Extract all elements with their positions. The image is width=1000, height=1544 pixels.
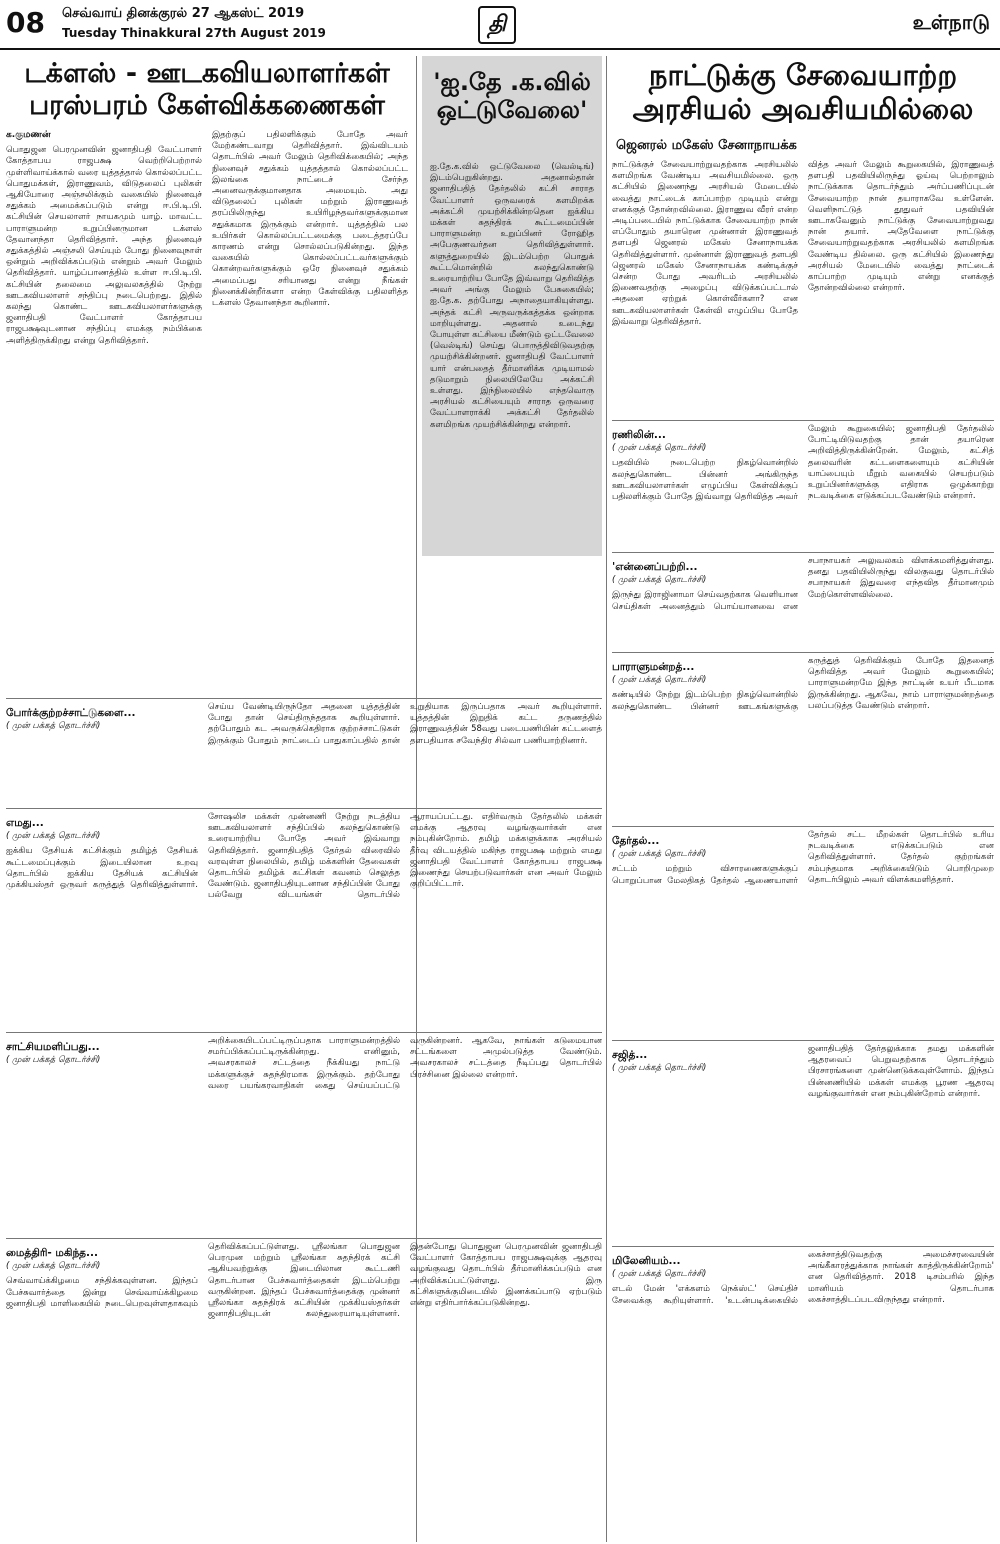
page-header xyxy=(0,0,1000,50)
cont-ranil xyxy=(612,424,994,540)
story3-author: ஜெனரல் மகேஸ் சேனாநாயக்க xyxy=(616,138,797,153)
cont-ranil-body: பதவியில் நடைபெற்ற நிகழ்வொன்றில் கலந்துகொண்ட பின்னர் அங்கிருந்த ஊடகவியலாளர்கள் எழுப்பிய கேள்விக்குப் பதிலளிக்கும் போதே இவ்வாறு தெரிவித்த அவர் மேலும் கூறுகையில்; ஜனாதிபதி தேர்தலில் போட்டியிடுவதற்கு தான் தயாரென அறிவித்திருக்கின்றேன். மேலும், கட்சித் தலைவரின் கட்டளைகளையும் கட்சியின் யாப்பையும் மீறும் வகையில் செயற்படும் உறுப்பினர்களுக்கு எதிராக ஒழுக்காற்று நடவடிக்கை எடுக்கப்படவேண்டும் என்றார். xyxy=(612,424,994,503)
cont-election-body: சட்டம் மற்றும் விசாரணைகளுக்குப் பொறுப்பான மேலதிகத் தேர்தல் ஆணையாளர் தேர்தல் சட்ட மீறல்கள் தொடர்பில் உரிய நடவடிக்கை எடுக்கப்படும் என தெரிவித்துள்ளார். தேர்தல் குற்றங்கள் சம்பந்தமாக அறிக்கையிடும் பொறிமுறை தொடர்பிலும் அவர் விளக்கமளித்தார். xyxy=(612,830,994,886)
cont-election xyxy=(612,830,994,1030)
divider xyxy=(612,1040,994,1041)
cont-ranil-title: ரணிலின்... xyxy=(612,429,666,441)
section-name: உள்நாடு xyxy=(912,10,990,34)
cont-emathu-title: எமது... xyxy=(6,817,44,829)
divider xyxy=(612,1246,994,1247)
cont-warcrimes-body: செய்ய வேண்டியிருந்தோ அதனை யுத்தத்தின் போது தான் செய்திருந்ததாக கூறியுள்ளார். தற்போதும் கட அவருக்கெதிராக குற்றச்சாட்டுகள் இருக்கும் போதும் நாட்டைப் பாதுகாப்பதில் தான் உறுதியாக இருப்பதாக அவர் கூறியுள்ளார். யுத்தத்தின் இறுதிக் கட்ட தருணத்தில் இராணுவத்தின் 58வது படையணியின் கட்டளைத் தளபதியாக சவேந்திர சில்வா பணியாற்றினார். xyxy=(208,702,602,746)
cont-parliament-body: கண்டியில் நேற்று இடம்பெற்ற நிகழ்வொன்றில் கலந்துகொண்ட பின்னர் ஊடகங்களுக்கு கருத்துத் தெரிவிக்கும் போதே இதனைத் தெரிவித்த அவர் மேலும் கூறுகையில்; பாராளுமன்றமே இந்த நாட்டின் உயர் பீடமாக இருக்கின்றது. ஆகவே, நாம் பாராளுமன்றத்தை பலப்படுத்த வேண்டும் என்றார். xyxy=(612,656,994,712)
divider xyxy=(612,552,994,553)
divider xyxy=(6,808,602,809)
story2-headline-line1: 'ஐ.தே .க.வில் xyxy=(433,68,591,96)
cont-parliament xyxy=(612,656,994,816)
newspaper-logo: தி xyxy=(478,6,516,44)
cont-testimony-body: அறிக்கையிடப்பட்டிருப்பதாக பாராளுமன்றத்தில் சமர்ப்பிக்கப்பட்டிருக்கின்றது. எனினும், அவசரகாலச் சட்டத்தை நீக்கியது நாட்டு மக்களுக்குச் சுதந்திரமாக இருக்கும். தற்போது வரை பயங்கரவாதிகள் கைது செய்யப்பட்டு வருகின்றனர். ஆகவே, நாங்கள் கடுமையான சட்டங்களை அமுல்படுத்த வேண்டும். அவசரகாலச் சட்டத்தை நீடிப்பது தொடர்பில் பிரச்சினை இல்லை என்றார். xyxy=(208,1036,602,1091)
story1-byline: க.குமணன் xyxy=(6,130,51,140)
cont-sajith-title: சஜித்... xyxy=(612,1049,648,1061)
cont-parliament-label: ( முன் பக்கத் தொடர்ச்சி) xyxy=(612,675,707,686)
story1-column1 xyxy=(6,130,202,690)
story1-headline xyxy=(6,58,408,122)
cont-maithri xyxy=(6,1242,602,1540)
story3-column2 xyxy=(808,160,994,415)
cont-warcrimes-label: ( முன் பக்கத் தொடர்ச்சி) xyxy=(6,721,101,732)
cont-ennai-label: ( முன் பக்கத் தொடர்ச்சி) xyxy=(612,575,707,586)
story2-headline-line2: ஒட்டுவேலை' xyxy=(436,96,588,125)
date-english: Tuesday Thinakkural 27th August 2019 xyxy=(62,26,326,40)
story2-box xyxy=(422,56,602,556)
divider xyxy=(612,826,994,827)
cont-testimony-label: ( முன் பக்கத் தொடர்ச்சி) xyxy=(6,1055,101,1066)
story3-headline-line2: அரசியல் அவசியமில்லை xyxy=(632,92,974,127)
story2-body: ஐ.தே.க.வில் ஒட்டுவேலை (வெல்டிங்) இடம்பெறுகின்றது. அதனால்தான் ஜனாதிபதித் தேர்தலில் கட்சி சாராத வேட்பாளர் ஒருவரைக் களமிறக்க அக்கட்சி முயற்சிக்கின்றதென ஐக்கிய மக்கள் சுதந்திரக் கூட்டமைப்பின் பாராளுமன்ற உறுப்பினர் ரோஹித அபேகுணவர்தன தெரிவித்துள்ளார். களுத்துறையில் இடம்பெற்ற பொதுக் கூட்டமொன்றில் கலந்துகொண்டு உரையாற்றிய போதே இவ்வாறு தெரிவித்த அவர் அங்கு மேலும் பேசுகையில்; ஐ.தே.க. தற்போது அநாதையாகியுள்ளது. அந்தக் கட்சி அருவருக்கத்தக்க ஒன்றாக மாறியுள்ளது. அதனால் உடைந்து போயுள்ள கட்சியை மீண்டும் ஒட்டவேலை (வெல்டிங்) செய்து பொருத்திவிடுவதற்கு முயற்சிக்கின்றனர். ஜனாதிபதி வேட்பாளர் யார் என்பதைத் தீர்மானிக்க முடியாமல் தடுமாறும் நிலையிலேயே அக்கட்சி உள்ளது. இந்நிலையில் எந்தவொரு அரசியல் கட்சியையும் சாராத ஒருவரை வேட்பாளராக்கி அக்கட்சி தேர்தலில் களமிறங்க முயற்சிக்கின்றது என்றார். xyxy=(430,162,594,430)
story1-body-col1: பொதுஜன பெரமுனவின் ஜனாதிபதி வேட்பாளர் கோத்தாபய ராஜபக்ஷ வெற்றிபெற்றால் முள்ளிவாய்க்கால் வரை யுத்தத்தால் கொல்லப்பட்ட பொதுமக்கள், இராணுவம், விடுதலைப் புலிகள் ஆகியோரை அஞ்சலிக்கும் வகையில் நினைவுச் சதுக்கம் அமைக்கப்படும் என்று ஈ.பி.டி.பி. கட்சியின் செயலாளர் நாயகமும் யாழ். மாவட்ட பாராளுமன்ற உறுப்பினருமான டக்ளஸ் தேவானந்தா தெரிவித்தார். அந்த நினைவுச் சதுக்கத்தில் அஞ்சலி செய்யும் போது நினைவுநாள் ஒன்றும் அறிவிக்கப்படும் என்றும் அவர் மேலும் தெரிவித்தார். யாழ்ப்பாணத்தில் உள்ள ஈ.பி.டி.பி. கட்சியின் தலைமை அலுவலகத்தில் நேற்று ஊடகவியலாளர் சந்திப்பு நடைபெற்றது. இதில் கலந்து கொண்ட ஊடகவியலாளர்களுக்கு ஜனாதிபதி வேட்பாளர் கோத்தாபய ராஜபக்ஷவுடனான சந்திப்பு எமக்கு நம்பிக்கை அளித்திருக்கிறது என்று தெரிவித்தார். xyxy=(6,145,202,346)
cont-election-title: தேர்தல்... xyxy=(612,835,660,847)
cont-sajith-label: ( முன் பக்கத் தொடர்ச்சி) xyxy=(612,1063,707,1074)
story3-headline xyxy=(612,58,994,126)
cont-millennium-label: ( முன் பக்கத் தொடர்ச்சி) xyxy=(612,1269,707,1280)
divider xyxy=(612,420,994,421)
cont-millennium-body: எடல் மேன் 'எக்களம் நெக்ஸ்ட்' செய்திச் சேவைக்கு கூறியுள்ளார். 'உடன்படிக்கையில் கைச்சாத்திடுவதற்கு அமைச்சரவையின் அங்கீகாரத்துக்காக நாங்கள் காத்திருக்கின்றோம்' என தெரிவித்தார். 2018 டிசம்பரில் இந்த மானியம் தொடர்பாக கைச்சாத்திடப்படவிருந்தது என்றார். xyxy=(612,1250,994,1306)
story3-column1 xyxy=(612,160,798,415)
cont-maithri-title: மைத்திரி- மகிந்த... xyxy=(6,1247,98,1259)
cont-parliament-title: பாராளுமன்றத்... xyxy=(612,661,695,673)
divider xyxy=(6,698,602,699)
cont-ennai-body: இருந்து இராஜினாமா செய்வதற்காக வெளியான செய்திகள் அனைத்தும் பொய்யானவை என சபாநாயகர் அலுவலகம் விளக்கமளித்துள்ளது. தனது பதவியிலிருந்து விலகுவது தொடர்பில் சபாநாயகர் இதுவரை எந்தவித தீர்மானமும் மேற்கொள்ளவில்லை. xyxy=(612,556,994,612)
story1-body-col2: இதற்குப் பதிலளிக்கும் போதே அவர் மேற்கண்டவாறு தெரிவித்தார். இவ்விடயம் தொடர்பில் அவர் மேலும் தெரிவிக்கையில்; அந்த நினைவுச் சதுக்கம் யுத்தத்தால் கொல்லப்பட்ட இலங்கை நாட்டைச் சேர்ந்த அனைவருக்குமானதாக அமையும். அது விடுதலைப் புலிகள் மற்றும் இராணுவத் தரப்பிலிருந்து உயிரிழந்தவர்களுக்குமான சதுக்கமாக இருக்கும் என்றார். யுத்தத்தில் பல உயிர்கள் கொல்லப்பட்டமைக்கு படைத்தரப்பே காரணம் என்று சொல்லப்படுகின்றது. இந்த வகையில் கொல்லப்பட்டவர்களுக்கும் கொன்றவர்களுக்கும் ஒரே நினைவுச் சதுக்கம் அமைப்பது சரியானது என்று நீங்கள் நினைக்கின்றீர்களா என்ற கேள்விக்கு பதிலளித்த டக்ளஸ் தேவானந்தா கூறினார். xyxy=(212,130,408,309)
story3-headline-line1: நாட்டுக்கு சேவையாற்ற xyxy=(648,58,958,92)
cont-emathu-label: ( முன் பக்கத் தொடர்ச்சி) xyxy=(6,831,101,842)
story3-body-col2: வித்த அவர் மேலும் கூறுகையில், இராணுவத் தளபதி பதவியிலிருந்து ஓய்வு பெற்றாலும் நாட்டுக்காக தொடர்ந்தும் அர்ப்பணிப்புடன் சேவையாற்ற நான் தயாராகவே உள்ளேன். வெளிநாட்டுத் தூதுவர் பதவியின் ஊடாகவேனும் நாட்டுக்கு சேவையாற்றுவது நான் தயார். அதேவேளை நாட்டுக்கு சேவையாற்றுவதற்காக அரசியலில் களமிறங்க வேண்டிய தில்லை. ஒரு கட்சியில் இணைந்து அரசியல் மேடையில் வைத்து நாட்டைக் காப்பாற்ற முடியும் என்று எனக்குத் தோன்றவில்லை என்றார். xyxy=(808,160,994,294)
cont-warcrimes xyxy=(6,702,602,802)
cont-testimony-title: சாட்சியமளிப்பது... xyxy=(6,1041,100,1053)
cont-emathu-body: ஐக்கிய தேசியக் கட்சிக்கும் தமிழ்த் தேசியக் கூட்டமைப்புக்கும் இடையிலான உறவு தொடர்பில் ஐக்கிய தேசியக் கட்சியின் முக்கியஸ்தர் ஒருவர் கருத்துத் தெரிவித்துள்ளார். சோஷலிச மக்கள் முன்னணி நேற்று நடத்திய ஊடகவியலாளர் சந்திப்பில் கலந்துகொண்டு உரையாற்றிய போதே அவர் இவ்வாறு தெரிவித்தார். ஜனாதிபதித் தேர்தல் விரைவில் வரவுள்ள நிலையில், தமிழ் மக்களின் தேவைகள் தொடர்பில் தமிழ்க் கட்சிகள் கவனம் செலுத்த வேண்டும். ஜனாதிபதியுடனான சந்திப்பின் போது பல்வேறு விடயங்கள் தொடர்பில் ஆராயப்பட்டது. எதிர்வரும் தேர்தலில் மக்கள் எமக்கு ஆதரவு வழங்குவார்கள் என நம்புகின்றோம். தமிழ் மக்களுக்காக அரசியல் தீர்வு விடயத்தில் மகிந்த ராஜபக்ஷ மற்றும் எமது ஜனாதிபதி வேட்பாளர் கோத்தாபய ராஜபக்ஷ இணைந்து செயற்படுவார்கள் என அவர் மேலும் குறிப்பிட்டார். xyxy=(6,812,602,901)
cont-ennai-title: 'என்னைப்பற்றி... xyxy=(612,561,698,573)
cont-ennai xyxy=(612,556,994,646)
cont-millennium xyxy=(612,1250,994,1540)
page-number: 08 xyxy=(6,6,45,39)
story2-headline xyxy=(428,68,596,125)
cont-sajith xyxy=(612,1044,994,1234)
cont-testimony xyxy=(6,1036,602,1220)
cont-sajith-body: ஜனாதிபதித் தேர்தலுக்காக தமது மக்களின் ஆதரவைப் பெறுவதற்காக தொடர்ந்தும் பிரசாரங்களை முன்னெடுக்கவுள்ளோம். இந்தப் பின்னணியில் மக்கள் எமக்கு பூரண ஆதரவு வழங்குவார்கள் என நம்புகின்றோம் என்றார். xyxy=(808,1044,994,1099)
cont-warcrimes-title: போர்க்குற்றச்சாட்டுகளை... xyxy=(6,707,136,719)
divider xyxy=(6,1238,602,1239)
divider xyxy=(6,1032,602,1033)
story1-headline-line2: பரஸ்பரம் கேள்விக்கணைகள் xyxy=(29,89,385,121)
cont-emathu xyxy=(6,812,602,1026)
story3-body-col1: நாட்டுக்குச் சேவையாற்றுவதற்காக அரசியலில் களமிறங்க வேண்டிய அவசியமில்லை. ஒரு கட்சியில் இணைந்து அரசியல் மேடையில் வைத்து நாட்டைக் காப்பாற்ற முடியும் என்று எனக்குத் தோன்றவில்லை. இராணுவ வீரர் என்ற அடிப்படையில் நாட்டுக்காக சேவையாற்ற நான் எப்போதும் தயாரென முன்னாள் இராணுவத் தளபதி ஜெனரல் மகேஸ் சேனாநாயக்க தெரிவித்துள்ளார். முன்னாள் இராணுவத் தளபதி ஜெனரல் மகேஸ் சேனாநாயக்க கண்டிக்குச் சென்ற போது அவரிடம் அரசியலில் இணைவதற்கு அழைப்பு விடுக்கப்பட்டால் அதனை ஏற்றுக் கொள்வீர்களா? என ஊடகவியலாளர்கள் கேள்வி எழுப்பிய போதே இவ்வாறு தெரிவித்தார். xyxy=(612,160,798,327)
cont-election-label: ( முன் பக்கத் தொடர்ச்சி) xyxy=(612,849,707,860)
story1-column2 xyxy=(212,130,408,690)
date-tamil: செவ்வாய் தினக்குரல் 27 ஆகஸ்ட் 2019 xyxy=(62,6,305,21)
story1-headline-line1: டக்ளஸ் - ஊடகவியலாளர்கள் xyxy=(24,58,390,89)
cont-millennium-title: மிலேனியம்... xyxy=(612,1255,681,1267)
divider xyxy=(606,56,607,1542)
divider xyxy=(612,652,994,653)
cont-maithri-label: ( முன் பக்கத் தொடர்ச்சி) xyxy=(6,1261,101,1272)
cont-ranil-label: ( முன் பக்கத் தொடர்ச்சி) xyxy=(612,443,707,454)
cont-maithri-body: செவ்வாய்க்கிழமை சந்திக்கவுள்ளன. இந்தப் பேச்சுவார்த்தை இன்று செவ்வாய்க்கிழமை ஜனாதிபதி மாளிகையில் நடைபெறவுள்ளதாகவும் தெரிவிக்கப்பட்டுள்ளது. ஸ்ரீலங்கா பொதுஜன பெரமுன மற்றும் ஸ்ரீலங்கா சுதந்திரக் கட்சி ஆகியவற்றுக்கு இடையிலான கூட்டணி தொடர்பான பேச்சுவார்த்தைகள் இடம்பெற்று வருகின்றன. இந்தப் பேச்சுவார்த்தைக்கு முன்னர் ஸ்ரீலங்கா சுதந்திரக் கட்சியின் முக்கியஸ்தர்கள் ஜனாதிபதியுடன் கலந்துரையாடியுள்ளனர். இதன்போது பொதுஜன பெரமுனவின் ஜனாதிபதி வேட்பாளர் கோத்தாபய ராஜபக்ஷவுக்கு ஆதரவு வழங்குவது தொடர்பில் தீர்மானிக்கப்படும் என அறிவிக்கப்பட்டுள்ளது. இரு கட்சிகளுக்குமிடையில் இணக்கப்பாடு ஏற்படும் என்று எதிர்பார்க்கப்படுகின்றது. xyxy=(6,1242,602,1320)
